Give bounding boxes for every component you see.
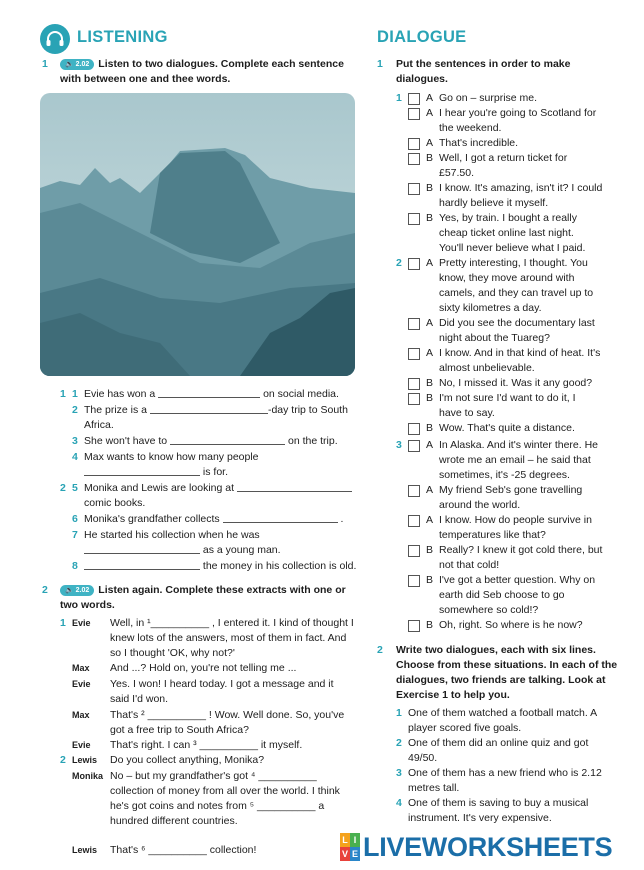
- dialogue-line: No – but my grandfather's got ⁴ __________ collection of money from all over the world. I think he's got coins and notes from ⁵ __________ a hundred different countries.: [110, 770, 340, 827]
- order-box[interactable]: [408, 138, 420, 150]
- item-text: -day trip to South Africa.: [84, 404, 348, 431]
- dialogue-2-number: 2: [60, 754, 66, 766]
- logo-badge: [340, 833, 360, 861]
- ex2-number: 2: [42, 584, 48, 596]
- line-speaker: B: [426, 392, 434, 404]
- dialogue-line: Do you collect anything, Monika?: [110, 754, 265, 766]
- dialogue-line: That's ⁶ __________ collection!: [110, 844, 257, 856]
- dialogue-line: Well, in ¹__________ , I entered it. I kind of thought I knew lots of the answers, most of them in fact. And so I thought 'OK, why not?': [110, 617, 354, 659]
- item-text: is for.: [202, 466, 229, 478]
- line-speaker: A: [426, 317, 434, 329]
- order-box[interactable]: [408, 440, 420, 452]
- item-text: .: [340, 513, 344, 525]
- line-text: That's incredible.: [439, 137, 519, 149]
- d-ex1-number: 1: [377, 58, 383, 70]
- speaker: Evie: [72, 679, 91, 689]
- line-speaker: A: [426, 257, 434, 269]
- answer-blank[interactable]: [84, 560, 200, 570]
- item-text: She won't have to: [84, 435, 168, 447]
- item-text: Evie has won a: [84, 388, 156, 400]
- item-text: the money in his collection is old.: [202, 560, 357, 572]
- line-text: Well, I got a return ticket for £57.50.: [439, 152, 568, 179]
- line-speaker: B: [426, 152, 434, 164]
- answer-blank[interactable]: [158, 388, 260, 398]
- line-speaker: A: [426, 107, 434, 119]
- item-num: 2: [396, 737, 402, 749]
- group-number: 2: [396, 257, 402, 269]
- speaker: Lewis: [72, 755, 98, 765]
- speaker: Monika: [72, 771, 104, 781]
- line-speaker: B: [426, 422, 434, 434]
- order-box[interactable]: [408, 393, 420, 405]
- line-text: No, I missed it. Was it any good?: [439, 377, 593, 389]
- audio-badge[interactable]: 🔈 2.02: [60, 59, 94, 70]
- ex1-item-4: [84, 450, 354, 480]
- ex2-instruction-text: Listen again. Complete these extracts with one or two words.: [60, 584, 346, 611]
- line-speaker: B: [426, 574, 434, 586]
- logo-text: LIVEWORKSHEETS: [363, 832, 613, 862]
- item-text: on social media.: [263, 388, 339, 400]
- line-speaker: A: [426, 347, 434, 359]
- item-text: Monika's grandfather collects: [84, 513, 220, 525]
- answer-blank[interactable]: [84, 544, 200, 554]
- line-speaker: A: [426, 137, 434, 149]
- line-text: In Alaska. And it's winter there. He wrote me an email – he said that sometimes, it's -25 degrees.: [439, 439, 599, 481]
- speaker: Lewis: [72, 845, 98, 855]
- answer-blank[interactable]: [237, 482, 352, 492]
- group-number: 3: [396, 439, 402, 451]
- badge-letter-i: I: [350, 833, 360, 847]
- line-text: I know. It's amazing, isn't it? I could hardly believe it myself.: [439, 182, 603, 209]
- line-text: I know. How do people survive in temperatures like that?: [439, 514, 592, 541]
- line-speaker: A: [426, 92, 434, 104]
- line-text: Yes, by train. I bought a really cheap ticket online last night. You'll never believe what I paid.: [439, 212, 586, 254]
- item-num: 3: [396, 767, 402, 779]
- item-num: 2: [72, 404, 78, 416]
- line-speaker: B: [426, 182, 434, 194]
- ex1-group2: 2: [60, 482, 66, 494]
- line-text: I hear you're going to Scotland for the weekend.: [439, 107, 597, 134]
- item-text: He started his collection when he was: [84, 529, 260, 541]
- line-text: Go on – surprise me.: [439, 92, 538, 104]
- answer-blank[interactable]: [223, 513, 338, 523]
- audio-track: 2.02: [75, 61, 90, 68]
- order-box[interactable]: [408, 485, 420, 497]
- speaker: Max: [72, 663, 90, 673]
- ex1-item-1: [84, 387, 354, 402]
- order-box[interactable]: [408, 575, 420, 587]
- ex1-item-6: [84, 512, 354, 527]
- line-text: Did you see the documentary last night about the Tuareg?: [439, 317, 595, 344]
- line-text: I'm not sure I'd want to do it, I have to say.: [439, 392, 576, 419]
- dialogue-line: That's ² __________ ! Wow. Well done. So, you've got a free trip to South Africa?: [110, 709, 345, 736]
- d-ex2-instruction: Write two dialogues, each with six lines. Choose from these situations. In each of the dialogues, two friends are talking. Look at Exercise 1 to help you.: [396, 644, 618, 701]
- item-num: 8: [72, 560, 78, 572]
- speaker: Evie: [72, 618, 91, 628]
- order-box[interactable]: [408, 213, 420, 225]
- line-speaker: B: [426, 544, 434, 556]
- badge-letter-l: L: [340, 833, 350, 847]
- dialogue-title: DIALOGUE: [377, 28, 467, 46]
- line-speaker: A: [426, 439, 434, 451]
- answer-blank[interactable]: [170, 435, 285, 445]
- answer-blank[interactable]: [150, 404, 268, 414]
- item-num: 6: [72, 513, 78, 525]
- line-text: My friend Seb's gone travelling around the world.: [439, 484, 583, 511]
- line-text: Pretty interesting, I thought. You know, they move around with camels, and they can travel up to sixty kilometres a day.: [439, 257, 594, 314]
- item-num: 3: [72, 435, 78, 447]
- answer-blank[interactable]: [84, 466, 200, 476]
- ex1-item-7: [84, 528, 354, 558]
- line-text: I know. And in that kind of heat. It's almost unbelievable.: [439, 347, 601, 374]
- order-box[interactable]: [408, 515, 420, 527]
- ex1-instruction-text: Listen to two dialogues. Complete each sentence with between one and thee words.: [60, 58, 344, 85]
- ex1-item-8: [84, 559, 359, 574]
- group-number: 1: [396, 92, 402, 104]
- item-num: 1: [72, 388, 78, 400]
- liveworksheets-logo[interactable]: [340, 830, 638, 864]
- dialogue-1-number: 1: [60, 617, 66, 629]
- order-box[interactable]: [408, 348, 420, 360]
- ex1-item-5: [84, 481, 354, 511]
- item-text: Monika and Lewis are looking at: [84, 482, 235, 494]
- order-box[interactable]: [408, 378, 420, 390]
- ex1-group1: 1: [60, 388, 66, 400]
- order-box[interactable]: [408, 545, 420, 557]
- headphones-icon: [40, 24, 70, 54]
- line-speaker: B: [426, 212, 434, 224]
- line-speaker: B: [426, 377, 434, 389]
- order-box[interactable]: [408, 93, 420, 105]
- item-text: Max wants to know how many people: [84, 451, 259, 463]
- speaker: Evie: [72, 740, 91, 750]
- item-text: as a young man.: [202, 544, 281, 556]
- audio-badge[interactable]: 🔈 2.02: [60, 585, 94, 596]
- dialogue-line: That's right. I can ³ __________ it myself.: [110, 739, 303, 751]
- order-box[interactable]: [408, 423, 420, 435]
- situation-text: One of them did an online quiz and got 49/50.: [408, 737, 589, 764]
- dialogue-line: Yes. I won! I heard today. I got a message and it said I'd won.: [110, 678, 334, 705]
- order-box[interactable]: [408, 108, 420, 120]
- order-box[interactable]: [408, 153, 420, 165]
- order-box[interactable]: [408, 620, 420, 632]
- d-ex1-instruction: Put the sentences in order to make dialogues.: [396, 58, 571, 85]
- mountain-photo: [40, 93, 355, 376]
- audio-track: 2.02: [75, 587, 90, 594]
- line-text: Oh, right. So where is he now?: [439, 619, 583, 631]
- ex1-instruction: [60, 57, 350, 87]
- item-text: comic books.: [84, 497, 146, 509]
- d-ex2-number: 2: [377, 644, 383, 656]
- item-num: 1: [396, 707, 402, 719]
- order-box[interactable]: [408, 258, 420, 270]
- item-num: 4: [72, 451, 78, 463]
- line-speaker: B: [426, 619, 434, 631]
- item-num: 5: [72, 482, 78, 494]
- ex1-item-2: [84, 403, 354, 433]
- situation-text: One of them has a new friend who is 2.12 metres tall.: [408, 767, 602, 794]
- order-box[interactable]: [408, 318, 420, 330]
- line-text: Wow. That's quite a distance.: [439, 422, 575, 434]
- ex1-item-3: [84, 434, 354, 449]
- item-num: 4: [396, 797, 402, 809]
- item-text: on the trip.: [288, 435, 338, 447]
- line-text: Really? I knew it got cold there, but not that cold!: [439, 544, 603, 571]
- item-num: 7: [72, 529, 78, 541]
- situation-text: One of them watched a football match. A player scored five goals.: [408, 707, 597, 734]
- line-speaker: A: [426, 484, 434, 496]
- ex1-number: 1: [42, 58, 48, 70]
- badge-letter-e: E: [351, 849, 358, 859]
- item-text: The prize is a: [84, 404, 148, 416]
- ex2-instruction: [60, 583, 355, 613]
- order-box[interactable]: [408, 183, 420, 195]
- situation-text: One of them is saving to buy a musical instrument. It's very expensive.: [408, 797, 589, 824]
- speaker: Max: [72, 710, 90, 720]
- listening-title: LISTENING: [77, 28, 168, 46]
- dialogue-line: And ...? Hold on, you're not telling me ...: [110, 662, 297, 674]
- line-text: I've got a better question. Why on earth did Seb choose to go somewhere so cold!?: [439, 574, 596, 616]
- badge-letter-v: V: [341, 849, 348, 859]
- line-speaker: A: [426, 514, 434, 526]
